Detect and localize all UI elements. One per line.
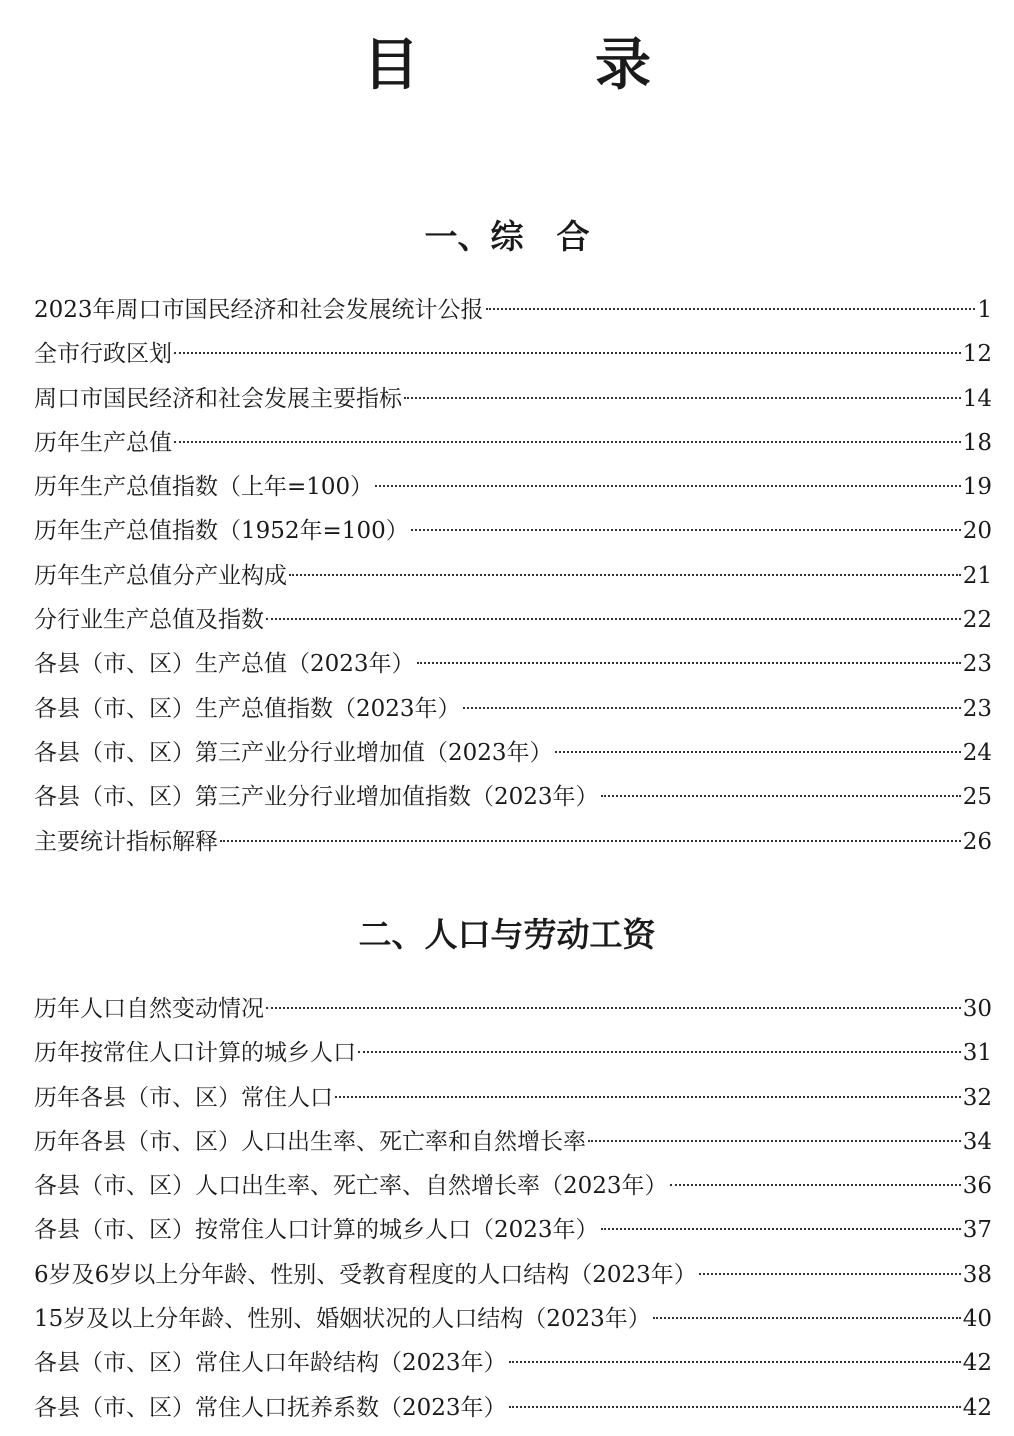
toc-entry-page-number: 18 (962, 429, 992, 456)
toc-entry-page-number: 30 (962, 996, 992, 1022)
toc-entry[interactable] (34, 1208, 992, 1252)
toc-entry-title: 历年生产总值分产业构成 (34, 562, 287, 589)
toc-entry[interactable] (34, 377, 992, 421)
toc-entry-title: 全市行政区划 (34, 341, 172, 368)
toc-entry-page-number: 24 (962, 739, 992, 766)
section-heading-population: 二、人口与劳动工资 (358, 915, 656, 954)
toc-entry[interactable] (34, 421, 992, 465)
toc-entry-title: 各县（市、区）第三产业分行业增加值（2023年） (34, 739, 553, 766)
toc-entry-page-number: 36 (962, 1173, 992, 1200)
toc-entry-page-number: 19 (962, 474, 992, 501)
toc-entry-title: 各县（市、区）常住人口年龄结构（2023年） (34, 1350, 507, 1377)
toc-entry[interactable] (34, 554, 992, 598)
toc-entry-page-number: 37 (962, 1217, 992, 1244)
toc-entry[interactable] (34, 775, 992, 819)
dot-leader (266, 618, 961, 620)
dot-leader (411, 529, 961, 531)
toc-entry-title: 分行业生产总值及指数 (34, 607, 264, 634)
dot-leader (289, 574, 961, 576)
dot-leader (601, 1228, 961, 1230)
toc-entry-page-number: 26 (962, 828, 992, 855)
toc-entry-title: 6岁及6岁以上分年龄、性别、受教育程度的人口结构（2023年） (34, 1261, 697, 1288)
toc-entry-page-number: 20 (962, 518, 992, 545)
toc-entry-title: 历年各县（市、区）人口出生率、死亡率和自然增长率 (34, 1128, 586, 1155)
toc-entry[interactable] (34, 987, 992, 1031)
toc-entry-title: 历年人口自然变动情况 (34, 996, 264, 1022)
toc-entry-title: 15岁及以上分年龄、性别、婚姻状况的人口结构（2023年） (34, 1306, 651, 1333)
toc-entry[interactable] (34, 687, 992, 731)
toc-entry[interactable] (34, 1253, 992, 1297)
toc-entry[interactable] (34, 332, 992, 376)
toc-entry[interactable] (34, 820, 992, 864)
toc-entry-page-number: 25 (962, 784, 992, 811)
toc-entry[interactable] (34, 1341, 992, 1385)
dot-leader (555, 751, 961, 753)
toc-entry[interactable] (34, 1297, 992, 1341)
dot-leader (220, 840, 961, 842)
dot-leader (375, 485, 961, 487)
toc-entry-page-number: 34 (962, 1128, 992, 1155)
dot-leader (653, 1317, 961, 1319)
dot-leader (601, 795, 961, 797)
toc-entry[interactable] (34, 1031, 992, 1075)
dot-leader (509, 1406, 961, 1408)
dot-leader (174, 352, 961, 354)
toc-entry-title: 各县（市、区）人口出生率、死亡率、自然增长率（2023年） (34, 1173, 668, 1200)
toc-entry-page-number: 14 (962, 385, 992, 412)
dot-leader (335, 1096, 961, 1098)
dot-leader (699, 1273, 961, 1275)
toc-entry-page-number: 12 (962, 341, 992, 368)
toc-entry-page-number: 38 (962, 1261, 992, 1288)
toc-entry-page-number: 21 (962, 562, 992, 589)
toc-entry-page-number: 23 (962, 651, 992, 678)
toc-entry[interactable] (34, 1164, 992, 1208)
toc-entry-title: 2023年周口市国民经济和社会发展统计公报 (34, 297, 484, 323)
toc-entry[interactable] (34, 1076, 992, 1120)
toc-entry-title: 各县（市、区）生产总值指数（2023年） (34, 695, 461, 722)
toc-entry[interactable] (34, 288, 992, 332)
dot-leader (509, 1361, 961, 1363)
page-title: 目 录 (363, 33, 711, 98)
dot-leader (670, 1184, 961, 1186)
toc-entry-page-number: 40 (962, 1306, 992, 1333)
toc-list-general (34, 288, 992, 864)
toc-entry-title: 历年各县（市、区）常住人口 (34, 1084, 333, 1111)
toc-entry[interactable] (34, 1386, 992, 1430)
toc-entry-page-number: 23 (962, 695, 992, 722)
toc-entry[interactable] (34, 1120, 992, 1164)
toc-entry[interactable] (34, 731, 992, 775)
dot-leader (174, 441, 961, 443)
dot-leader (417, 662, 961, 664)
toc-entry-page-number: 32 (962, 1084, 992, 1111)
toc-entry-title: 历年生产总值指数（上年=100） (34, 474, 374, 501)
toc-entry[interactable] (34, 642, 992, 686)
toc-entry-page-number: 1 (977, 297, 992, 323)
dot-leader (588, 1140, 961, 1142)
toc-entry[interactable] (34, 509, 992, 553)
dot-leader (266, 1007, 961, 1009)
section-heading-general: 一、综 合 (424, 217, 590, 256)
dot-leader (486, 308, 976, 310)
toc-entry[interactable] (34, 598, 992, 642)
toc-entry-title: 各县（市、区）按常住人口计算的城乡人口（2023年） (34, 1217, 599, 1244)
dot-leader (463, 707, 961, 709)
toc-entry-page-number: 22 (962, 607, 992, 634)
toc-entry-page-number: 31 (962, 1040, 992, 1067)
dot-leader (358, 1051, 961, 1053)
dot-leader (404, 397, 961, 399)
toc-entry-title: 各县（市、区）第三产业分行业增加值指数（2023年） (34, 784, 599, 811)
toc-entry-title: 历年生产总值 (34, 429, 172, 456)
toc-entry-page-number: 42 (962, 1350, 992, 1377)
toc-entry-title: 历年生产总值指数（1952年=100） (34, 518, 409, 545)
toc-entry-title: 各县（市、区）生产总值（2023年） (34, 651, 415, 678)
toc-list-population (34, 987, 992, 1430)
toc-entry-title: 各县（市、区）常住人口抚养系数（2023年） (34, 1394, 507, 1421)
toc-entry-page-number: 42 (962, 1394, 992, 1421)
toc-entry-title: 主要统计指标解释 (34, 828, 218, 855)
toc-entry-title: 周口市国民经济和社会发展主要指标 (34, 385, 402, 412)
toc-entry-title: 历年按常住人口计算的城乡人口 (34, 1040, 356, 1067)
toc-entry[interactable] (34, 465, 992, 509)
